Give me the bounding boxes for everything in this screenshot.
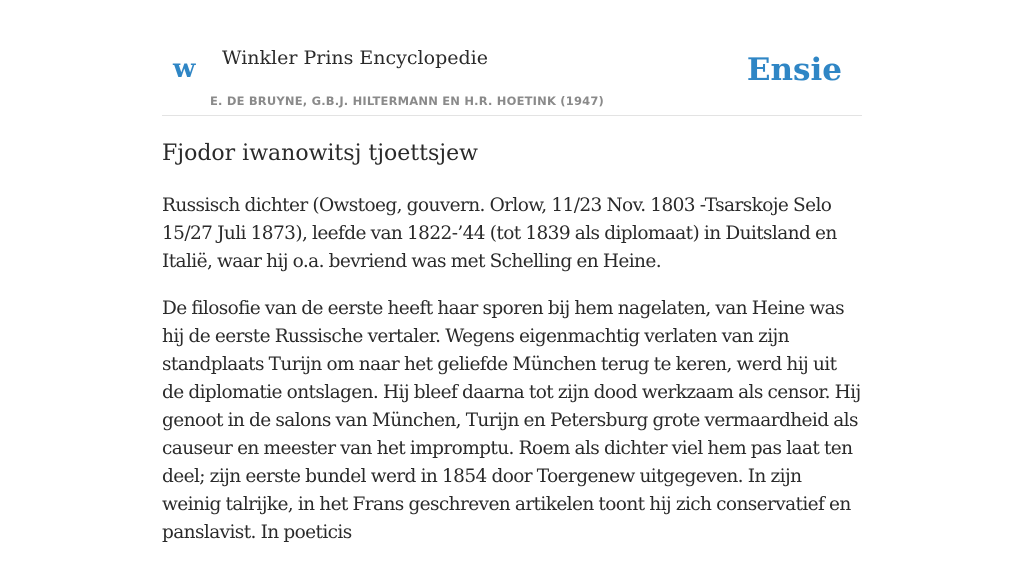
brand-logo[interactable]: Ensie xyxy=(746,52,842,88)
article-body xyxy=(162,192,862,566)
article-paragraph: De filosofie van de eerste heeft haar sporen bij hem nagelaten, van Heine was hij de eerste Russische vertaler. Wegens eigenmachtig verlaten van zijn standplaats Turijn om naar het geliefde München terug te keren, werd hij uit de diplomatie ontslagen. Hij bleef daarna tot zijn dood werkzaam als censor. Hij genoot in de salons van München, Turijn en Petersburg grote vermaardheid als causeur en meester van het impromptu. Roem als dichter viel hem pas laat ten deel; zijn eerste bundel werd in 1854 door Toergenew uitgegeven. In zijn weinig talrijke, in het Frans geschreven artikelen toont hij zich conservatief en panslavist. In poeticis xyxy=(162,298,861,543)
site-header xyxy=(162,40,862,116)
article-title: Fjodor iwanowitsj tjoettsjew xyxy=(162,141,478,166)
article-paragraph: Russisch dichter (Owstoeg, gouvern. Orlow, 11/23 Nov. 1803 -Tsarskoje Selo 15/27 Juli 1873), leefde van 1822-’44 (tot 1839 als diplomaat) in Duitsland en Italië, waar hij o.a. bevriend was met Schelling en Heine. xyxy=(162,195,837,272)
publication-authors: E. DE BRUYNE, G.B.J. HILTERMANN EN H.R. HOETINK (1947) xyxy=(210,94,605,108)
publication-title: Winkler Prins Encyclopedie xyxy=(222,47,488,69)
publication-logo[interactable]: w xyxy=(173,54,196,84)
